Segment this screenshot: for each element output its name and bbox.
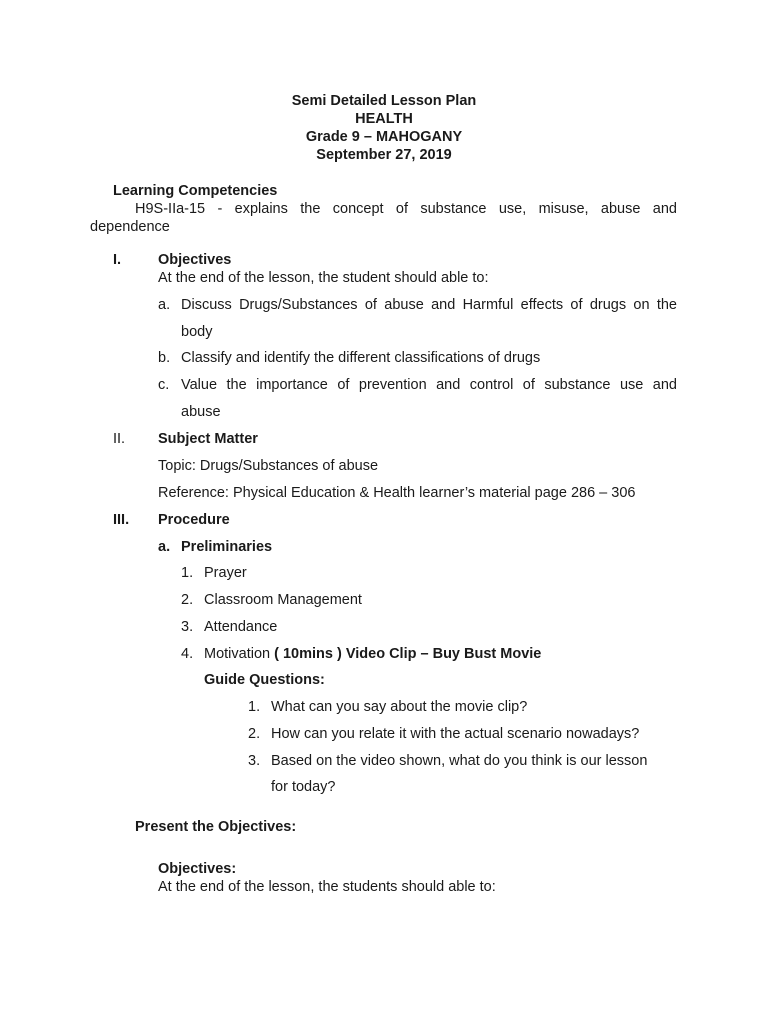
- objective-item-line2: abuse: [181, 404, 221, 420]
- preliminaries-marker: a.: [158, 539, 171, 555]
- question-text: How can you relate it with the actual scenario nowadays?: [271, 726, 640, 742]
- objective-item-line1: Value the importance of prevention and control of substance use and: [181, 377, 677, 393]
- competencies-heading: Learning Competencies: [113, 183, 278, 199]
- present-objectives-heading: Present the Objectives:: [135, 819, 297, 835]
- objective-marker: b.: [158, 350, 171, 366]
- objectives-intro: At the end of the lesson, the student should able to:: [158, 270, 489, 286]
- competencies-text-line2: dependence: [90, 219, 170, 235]
- doc-grade-section: Grade 9 – MAHOGANY: [305, 129, 463, 145]
- section-numeral-3: III.: [113, 512, 130, 528]
- motivation-detail: ( 10mins ) Video Clip – Buy Bust Movie: [274, 646, 542, 662]
- objective-item-line1: Classify and identify the different classifications of drugs: [181, 350, 541, 366]
- present-objectives-intro: At the end of the lesson, the students should able to:: [158, 879, 496, 895]
- objective-item-line1: Discuss Drugs/Substances of abuse and Harmful effects of drugs on the: [181, 297, 677, 313]
- question-text-continued: for today?: [271, 779, 336, 795]
- topic-line: Topic: Drugs/Substances of abuse: [158, 458, 379, 474]
- objective-item-line2: body: [181, 324, 213, 340]
- procedure-heading: Procedure: [158, 512, 230, 528]
- guide-questions-heading: Guide Questions:: [204, 672, 325, 688]
- step-number: 1.: [181, 565, 194, 581]
- motivation-line: [204, 645, 541, 663]
- preliminaries-heading: Preliminaries: [181, 539, 273, 555]
- present-objectives-subheading: Objectives:: [158, 861, 237, 877]
- question-number: 2.: [248, 726, 261, 742]
- section-numeral-1: I.: [113, 252, 122, 268]
- question-number: 1.: [248, 699, 261, 715]
- step-number: 3.: [181, 619, 194, 635]
- question-number: 3.: [248, 753, 261, 769]
- step-number: 4.: [181, 646, 194, 662]
- subject-matter-heading: Subject Matter: [158, 431, 258, 447]
- doc-subject: HEALTH: [355, 111, 413, 127]
- section-numeral-2: II.: [113, 431, 126, 447]
- step-label: Prayer: [204, 565, 247, 581]
- reference-line: Reference: Physical Education & Health learner’s material page 286 – 306: [158, 485, 636, 501]
- objectives-heading: Objectives: [158, 252, 232, 268]
- objective-marker: c.: [158, 377, 170, 393]
- objective-marker: a.: [158, 297, 171, 313]
- competencies-text-line1: H9S-IIa-15 - explains the concept of substance use, misuse, abuse and: [135, 201, 677, 217]
- step-number: 2.: [181, 592, 194, 608]
- doc-title: Semi Detailed Lesson Plan: [291, 93, 477, 109]
- step-label: Attendance: [204, 619, 278, 635]
- motivation-label: Motivation: [204, 646, 271, 662]
- step-label: Classroom Management: [204, 592, 362, 608]
- doc-date: September 27, 2019: [316, 147, 452, 163]
- question-text: Based on the video shown, what do you think is our lesson: [271, 753, 648, 769]
- question-text: What can you say about the movie clip?: [271, 699, 528, 715]
